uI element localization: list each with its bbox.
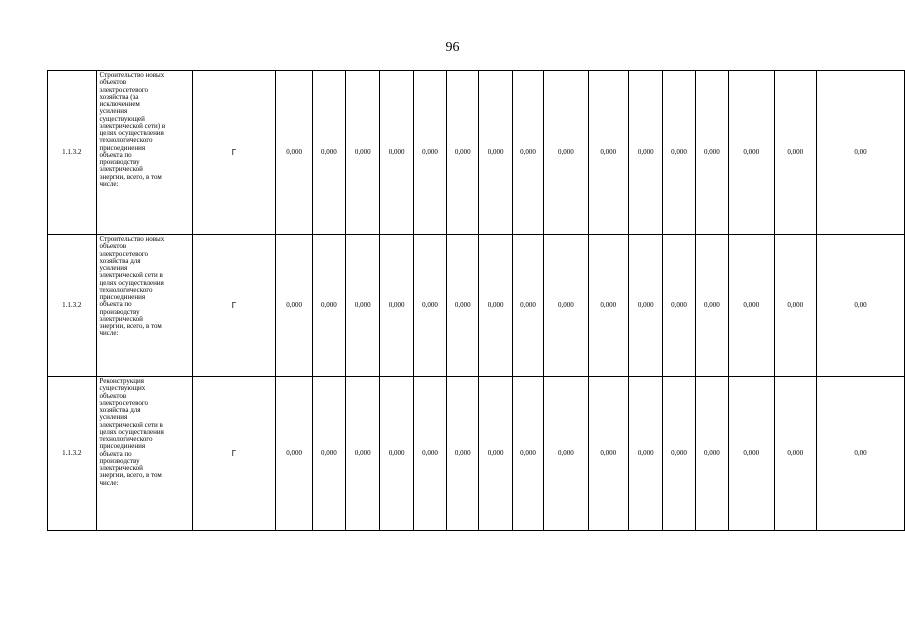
value-cell: 0,000 (588, 235, 628, 377)
value-cell: 0,000 (413, 71, 446, 235)
value-cell: 0,000 (512, 71, 543, 235)
value-cell: 0,000 (380, 235, 413, 377)
value-cell: 0,000 (380, 71, 413, 235)
total-cell: 0,00 (816, 377, 904, 531)
row-description: Строительство новых объектов электросетевого хозяйства (за исключением усиления существующей электрической сети) в целях осуществления технологического присоединения объекта по производству электрической энергии, всего, в том числе: (96, 71, 192, 235)
value-cell: 0,000 (544, 235, 588, 377)
table-row (48, 71, 905, 235)
value-cell: 0,000 (544, 377, 588, 531)
value-cell: 0,000 (276, 377, 312, 531)
value-cell: 0,000 (663, 377, 695, 531)
value-cell: 0,000 (447, 377, 479, 531)
row-code: 1.1.3.2 (48, 235, 97, 377)
value-cell: 0,000 (276, 71, 312, 235)
value-cell: 0,000 (479, 235, 512, 377)
table-row (48, 235, 905, 377)
value-cell: 0,000 (729, 377, 774, 531)
value-cell: 0,000 (276, 235, 312, 377)
row-letter: Г (192, 377, 276, 531)
row-letter: Г (192, 71, 276, 235)
value-cell: 0,000 (512, 377, 543, 531)
value-cell: 0,000 (479, 377, 512, 531)
value-cell: 0,000 (774, 235, 816, 377)
value-cell: 0,000 (588, 377, 628, 531)
row-letter: Г (192, 235, 276, 377)
value-cell: 0,000 (588, 71, 628, 235)
value-cell: 0,000 (774, 71, 816, 235)
value-cell: 0,000 (544, 71, 588, 235)
value-cell: 0,000 (695, 71, 728, 235)
value-cell: 0,000 (629, 71, 663, 235)
value-cell: 0,000 (629, 235, 663, 377)
value-cell: 0,000 (512, 235, 543, 377)
value-cell: 0,000 (346, 377, 380, 531)
table-row (48, 377, 905, 531)
data-table (47, 70, 905, 531)
total-cell: 0,00 (816, 235, 904, 377)
value-cell: 0,000 (312, 235, 345, 377)
value-cell: 0,000 (695, 235, 728, 377)
row-description: Реконструкция существующих объектов электросетевого хозяйства для усиления электрической сети в целях осуществления технологического присоединения объекта по производству электрической энергии, всего, в том числе: (96, 377, 192, 531)
value-cell: 0,000 (774, 377, 816, 531)
row-code: 1.1.3.2 (48, 71, 97, 235)
row-description: Строительство новых объектов электросетевого хозяйства для усиления электрической сети в целях осуществления технологического присоединения объекта по производству электрической энергии, всего, в том числе: (96, 235, 192, 377)
value-cell: 0,000 (479, 71, 512, 235)
row-code: 1.1.3.2 (48, 377, 97, 531)
value-cell: 0,000 (695, 377, 728, 531)
value-cell: 0,000 (663, 71, 695, 235)
value-cell: 0,000 (312, 71, 345, 235)
value-cell: 0,000 (447, 235, 479, 377)
value-cell: 0,000 (413, 235, 446, 377)
value-cell: 0,000 (413, 377, 446, 531)
page-number: 96 (445, 40, 460, 55)
value-cell: 0,000 (629, 377, 663, 531)
value-cell: 0,000 (663, 235, 695, 377)
value-cell: 0,000 (447, 71, 479, 235)
value-cell: 0,000 (729, 71, 774, 235)
value-cell: 0,000 (346, 71, 380, 235)
value-cell: 0,000 (380, 377, 413, 531)
value-cell: 0,000 (729, 235, 774, 377)
value-cell: 0,000 (346, 235, 380, 377)
total-cell: 0,00 (816, 71, 904, 235)
value-cell: 0,000 (312, 377, 345, 531)
